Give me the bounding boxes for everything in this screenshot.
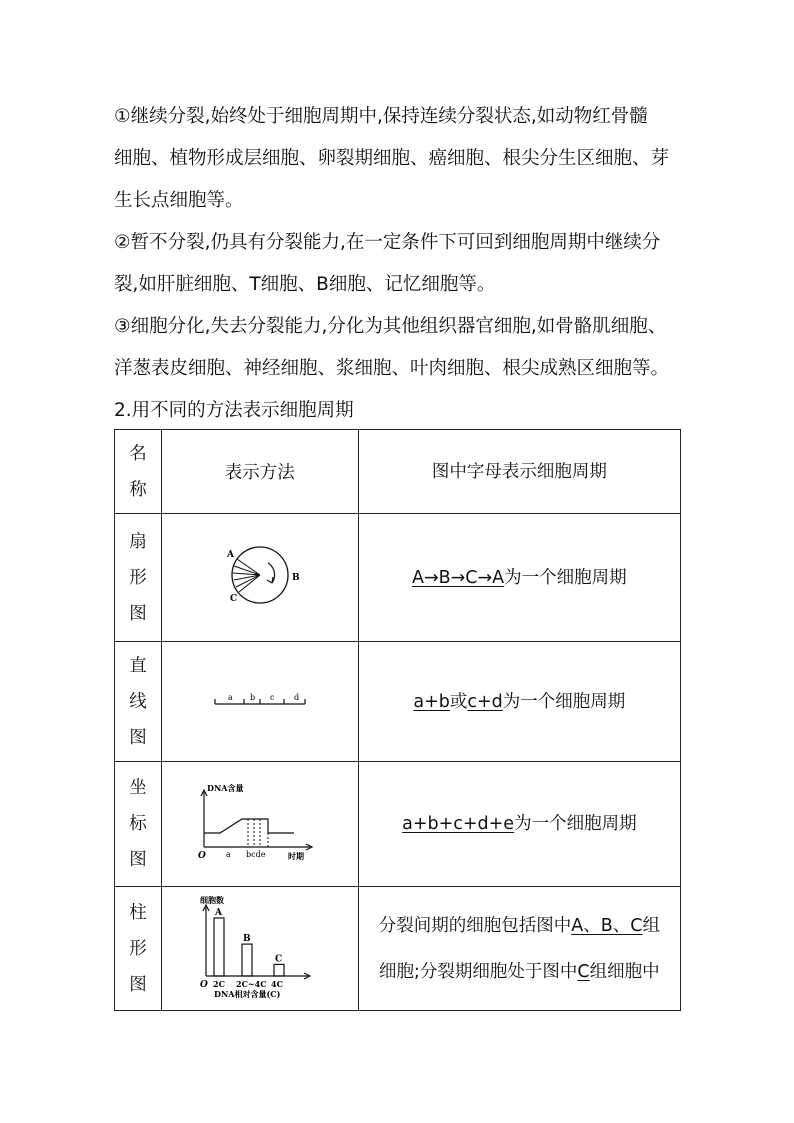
answer-blank: c+d xyxy=(467,691,503,712)
text-line: 裂,如肝脏细胞、T细胞、B细胞、记忆细胞等。 xyxy=(114,274,496,295)
paragraph-continuous-division xyxy=(114,96,684,222)
x-axis-title: DNA相对含量(C) xyxy=(213,989,281,999)
coordinate-diagram xyxy=(190,782,330,862)
x-tick-4c: 4C xyxy=(270,979,283,989)
header-name-cell xyxy=(115,430,162,514)
row-name-char: 标 xyxy=(129,814,147,834)
row-name-char: 扇 xyxy=(129,531,147,552)
answer-blank: A、B、C xyxy=(571,915,643,936)
answer-suffix: 组 xyxy=(642,915,660,936)
text-line: ①继续分裂,始终处于细胞周期中,保持连续分裂状态,如动物红骨髓 xyxy=(114,106,648,127)
row-name-char: 坐 xyxy=(129,778,147,798)
table-header-row xyxy=(115,430,681,514)
bar-meaning-cell xyxy=(358,887,680,1011)
row-name-char: 图 xyxy=(129,850,147,870)
paragraph-differentiation xyxy=(114,306,684,390)
y-axis-title: 细胞数 xyxy=(199,895,224,905)
meaning-line xyxy=(359,903,680,949)
text-line: 细胞、植物形成层细胞、卵裂期细胞、癌细胞、根尖分生区细胞、芽 xyxy=(114,148,670,169)
line-diagram-cell xyxy=(161,642,358,762)
line-label-a: a xyxy=(227,693,233,702)
cell-cycle-table xyxy=(114,429,681,1011)
pie-diagram xyxy=(210,535,310,615)
y-axis-title: DNA含量 xyxy=(206,782,244,793)
bar-diagram xyxy=(190,891,330,1001)
answer-blank: A→B→C→A xyxy=(412,567,505,588)
text-line: ②暂不分裂,仍具有分裂能力,在一定条件下可回到细胞周期中继续分 xyxy=(114,232,661,253)
row-name-char: 形 xyxy=(129,938,147,959)
paragraph-temporary-non-division xyxy=(114,222,684,306)
x-tick-2c: 2C xyxy=(212,979,225,989)
header-char: 名 xyxy=(129,443,147,464)
text-line: 洋葱表皮细胞、神经细胞、浆细胞、叶肉细胞、根尖成熟区细胞等。 xyxy=(114,358,670,379)
coordinate-diagram-cell xyxy=(161,762,358,887)
answer-suffix: 为一个细胞周期 xyxy=(502,691,626,712)
line-diagram xyxy=(210,684,310,714)
header-char: 称 xyxy=(129,479,147,500)
row-name-char: 图 xyxy=(129,603,147,624)
pie-label-b: B xyxy=(291,573,300,583)
text-line: 生长点细胞等。 xyxy=(114,190,244,211)
row-name-char: 直 xyxy=(129,655,147,676)
row-name-cell xyxy=(115,514,162,642)
pie-diagram-cell xyxy=(161,514,358,642)
bar-b xyxy=(242,944,252,976)
answer-blank: a+b xyxy=(413,691,450,712)
bar-label-b: B xyxy=(242,934,251,945)
row-name-cell xyxy=(115,887,162,1011)
table-row xyxy=(115,762,681,887)
pie-meaning-cell xyxy=(358,514,680,642)
row-name-char: 图 xyxy=(129,974,147,995)
answer-blank: a+b+c+d+e xyxy=(402,814,515,834)
answer-connector: 或 xyxy=(449,691,468,712)
row-name-char: 图 xyxy=(129,727,147,748)
row-name-char: 柱 xyxy=(129,902,147,923)
bar-c xyxy=(274,964,284,976)
answer-prefix: 细胞;分裂期细胞处于图中 xyxy=(379,961,578,982)
line-label-d: d xyxy=(293,693,299,702)
bar-a xyxy=(214,918,224,976)
row-name-cell xyxy=(115,642,162,762)
bar-label-a: A xyxy=(214,908,222,918)
line-label-c: c xyxy=(269,693,275,702)
heading-text: 2.用不同的方法表示细胞周期 xyxy=(114,400,354,421)
answer-suffix: 组细胞中 xyxy=(589,961,660,982)
table-row xyxy=(115,514,681,642)
x-axis-title: 时期 xyxy=(287,850,304,861)
header-meaning-cell: 图中字母表示细胞周期 xyxy=(358,430,680,514)
table-row xyxy=(115,887,681,1011)
bar-label-c: C xyxy=(274,954,282,965)
line-label-b: b xyxy=(249,693,255,702)
text-line: ③细胞分化,失去分裂能力,分化为其他组织器官细胞,如骨骼肌细胞、 xyxy=(114,316,667,337)
answer-blank: C xyxy=(577,961,590,982)
pie-label-a: A xyxy=(226,550,234,560)
table-row xyxy=(115,642,681,762)
meaning-line xyxy=(359,949,680,995)
section-heading xyxy=(114,390,684,432)
line-meaning-cell xyxy=(358,642,680,762)
coordinate-meaning-cell xyxy=(358,762,680,887)
row-name-char: 线 xyxy=(129,691,147,712)
answer-suffix: 为一个细胞周期 xyxy=(514,814,637,834)
origin-label: O xyxy=(197,850,206,861)
header-method-cell: 表示方法 xyxy=(161,430,358,514)
pie-label-c: C xyxy=(229,594,237,604)
bar-diagram-cell xyxy=(161,887,358,1011)
x-label-bcde: bcde xyxy=(245,849,266,859)
answer-prefix: 分裂间期的细胞包括图中 xyxy=(378,915,572,936)
row-name-cell xyxy=(115,762,162,887)
answer-suffix: 为一个细胞周期 xyxy=(504,567,627,588)
x-label-a: a xyxy=(225,849,231,859)
row-name-char: 形 xyxy=(129,567,147,588)
origin-label: O xyxy=(199,980,208,990)
x-tick-2c-4c: 2C~4C xyxy=(235,979,267,989)
